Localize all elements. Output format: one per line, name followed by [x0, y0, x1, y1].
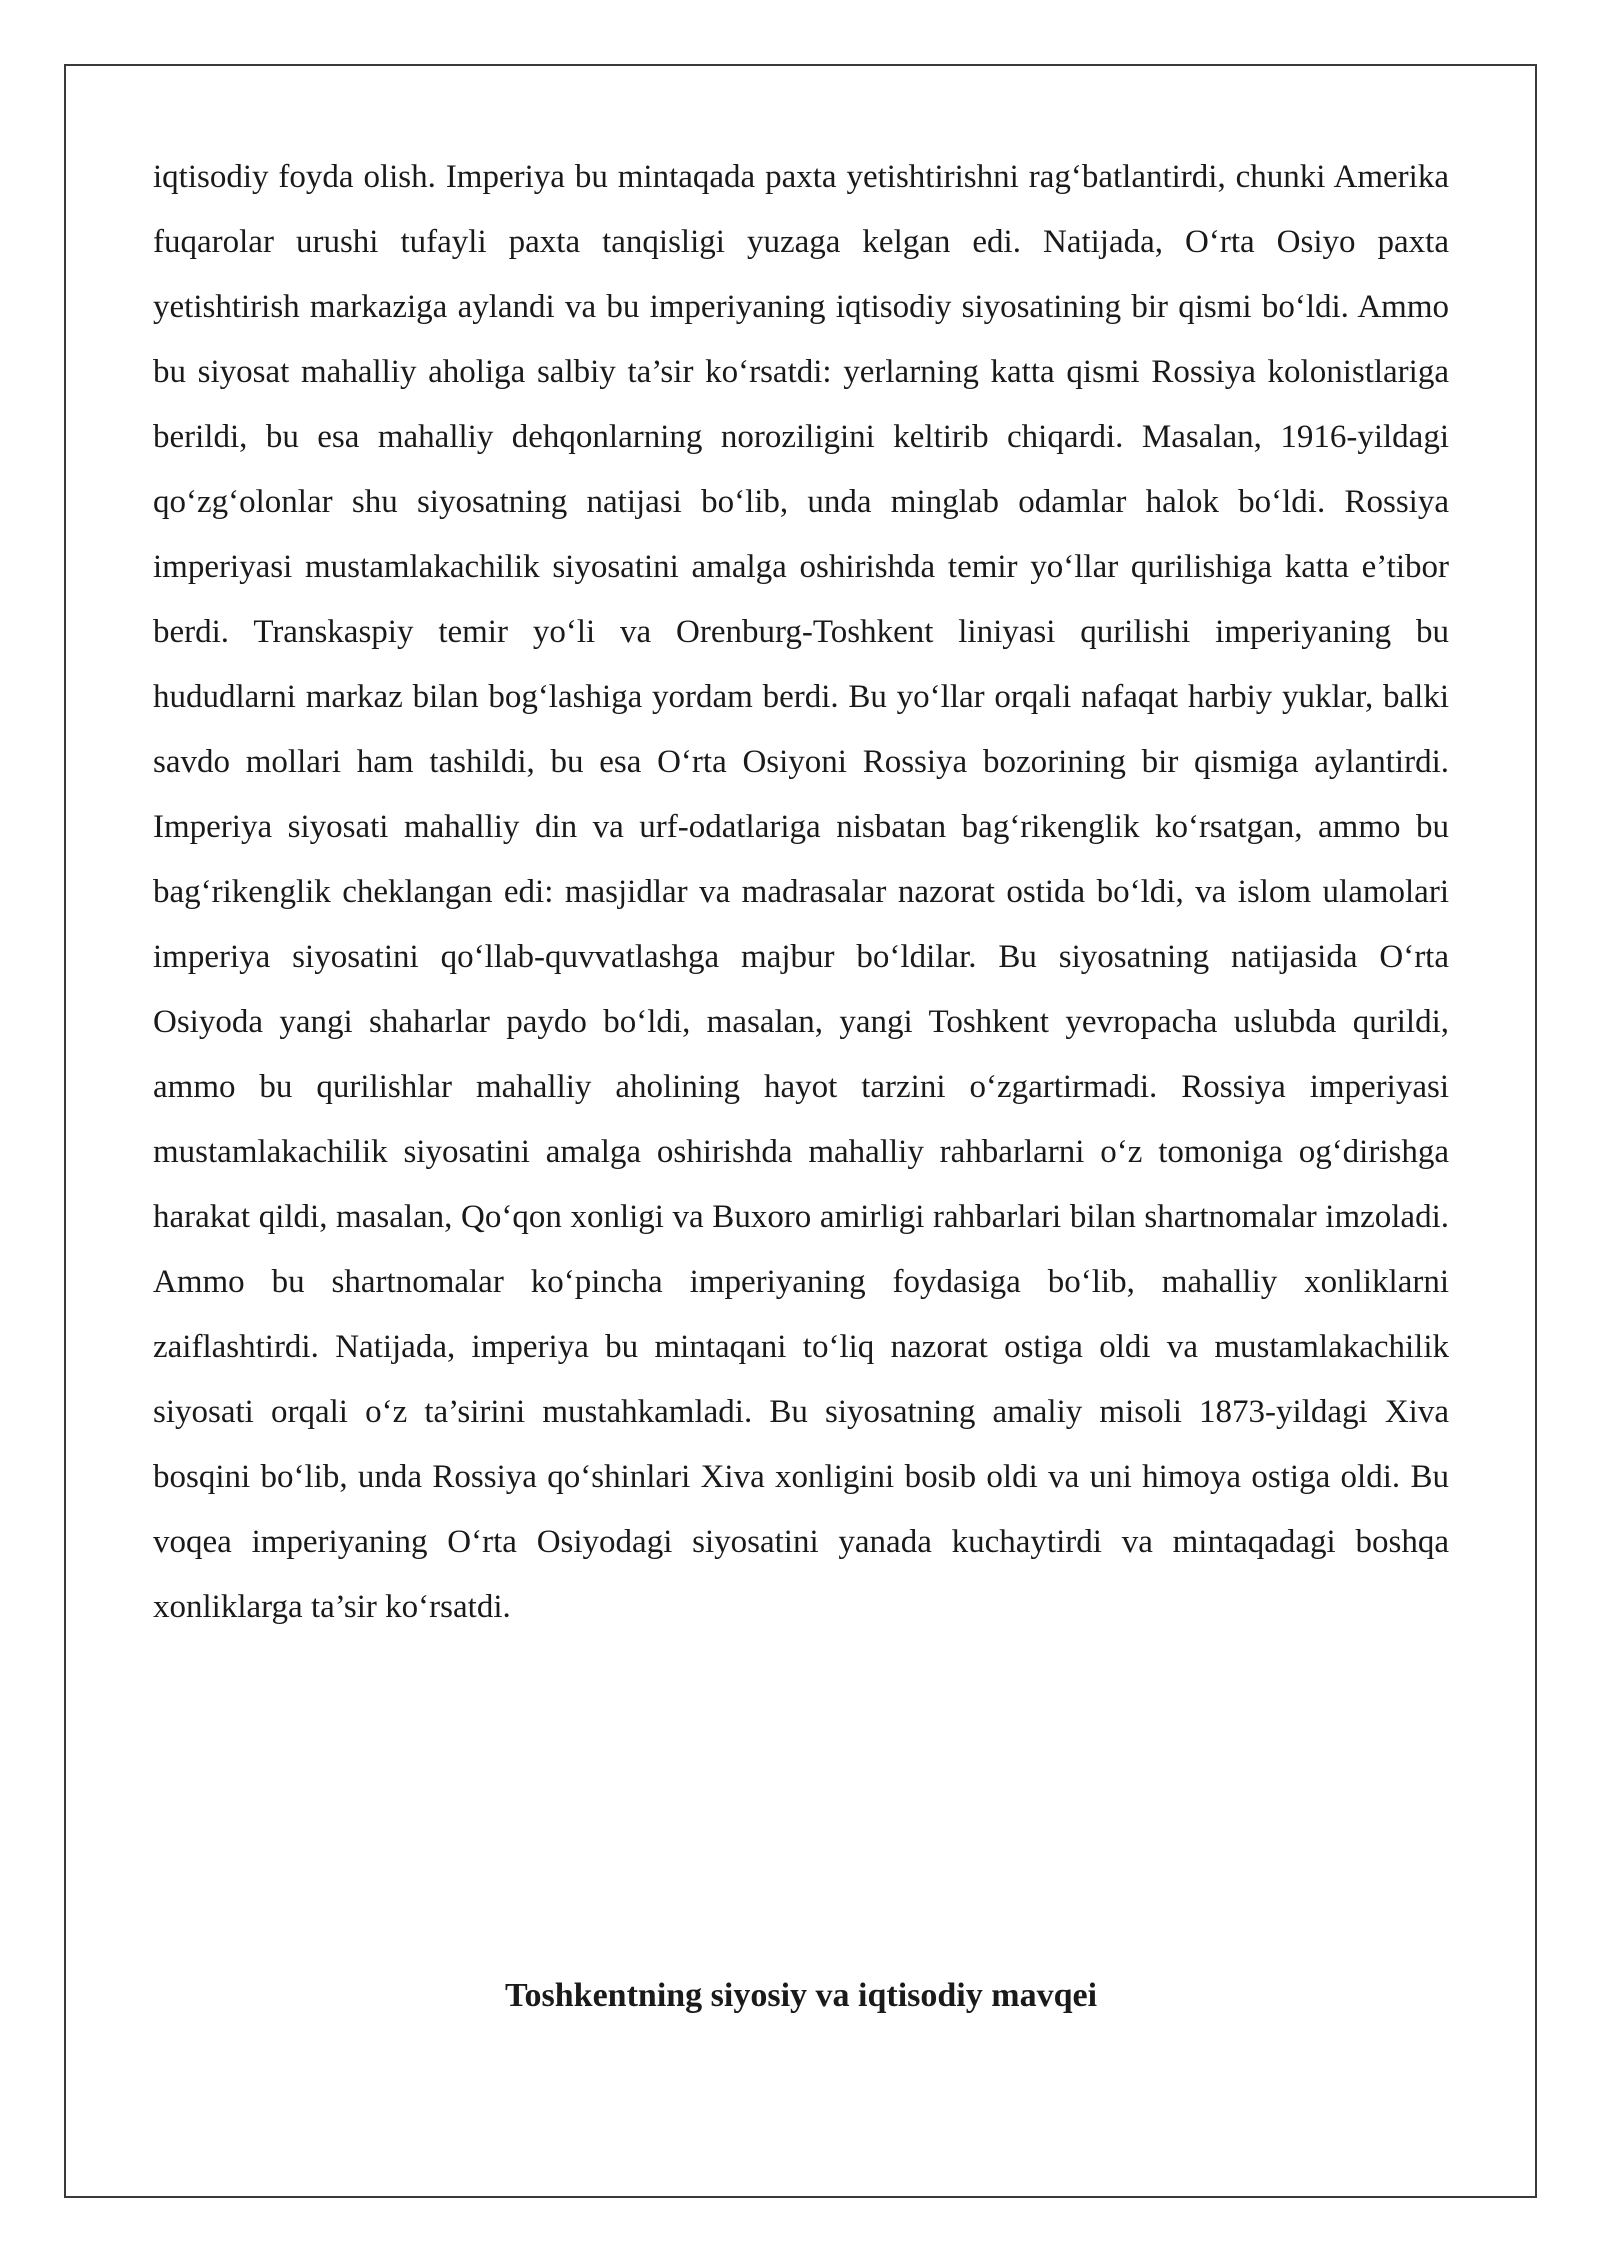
body-paragraph: iqtisodiy foyda olish. Imperiya bu mintaqada paxta yetishtirishni rag‘batlantirdi, chunki Amerika fuqarolar urushi tufayli paxta tanqisligi yuzaga kelgan edi. Natijada, O‘rta Osiyo paxta yetishtirish markaziga aylandi va bu imperiyaning iqtisodiy siyosatining bir qismi bo‘ldi. Ammo bu siyosat mahalliy aholiga salbiy ta’sir ko‘rsatdi: yerlarning katta qismi Rossiya kolonistlariga berildi, bu esa mahalliy dehqonlarning noroziligini keltirib chiqardi. Masalan, 1916-yildagi qo‘zg‘olonlar shu siyosatning natijasi bo‘lib, unda minglab odamlar halok bo‘ldi. Rossiya imperiyasi mustamlakachilik siyosatini amalga oshirishda temir yo‘llar qurilishiga katta e’tibor berdi. Transkaspiy temir yo‘li va Orenburg-Toshkent liniyasi qurilishi imperiyaning bu hududlarni markaz bilan bog‘lashiga yordam berdi. Bu yo‘llar orqali nafaqat harbiy yuklar, balki savdo mollari ham tashildi, bu esa O‘rta Osiyoni Rossiya bozorining bir qismiga aylantirdi. Imperiya siyosati mahalliy din va urf-odatlariga nisbatan bag‘rikenglik ko‘rsatgan, ammo bu bag‘rikenglik cheklangan edi: masjidlar va madrasalar nazorat ostida bo‘ldi, va islom ulamolari imperiya siyosatini qo‘llab-quvvatlashga majbur bo‘ldilar. Bu siyosatning natijasida O‘rta Osiyoda yangi shaharlar paydo bo‘ldi, masalan, yangi Toshkent yevropacha uslubda qurildi, ammo bu qurilishlar mahalliy aholining hayot tarzini o‘zgartirmadi. Rossiya imperiyasi mustamlakachilik siyosatini amalga oshirishda mahalliy rahbarlarni o‘z tomoniga og‘dirishga harakat qildi, masalan, Qo‘qon xonligi va Buxoro amirligi rahbarlari bilan shartnomalar imzoladi. Ammo bu shartnomalar ko‘pincha imperiyaning foydasiga bo‘lib, mahalliy xonliklarni zaiflashtirdi. Natijada, imperiya bu mintaqani to‘liq nazorat ostiga oldi va mustamlakachilik siyosati orqali o‘z ta’sirini mustahkamladi. Bu siyosatning amaliy misoli 1873-yildagi Xiva bosqini bo‘lib, unda Rossiya qo‘shinlari Xiva xonligini bosib oldi va uni himoya ostiga oldi. Bu voqea imperiyaning O‘rta Osiyodagi siyosatini yanada kuchaytirdi va mintaqadagi boshqa xonliklarga ta’sir ko‘rsatdi.	[153, 159, 1449, 1625]
section-heading: Toshkentning siyosiy va iqtisodiy mavqei	[504, 1977, 1098, 2014]
